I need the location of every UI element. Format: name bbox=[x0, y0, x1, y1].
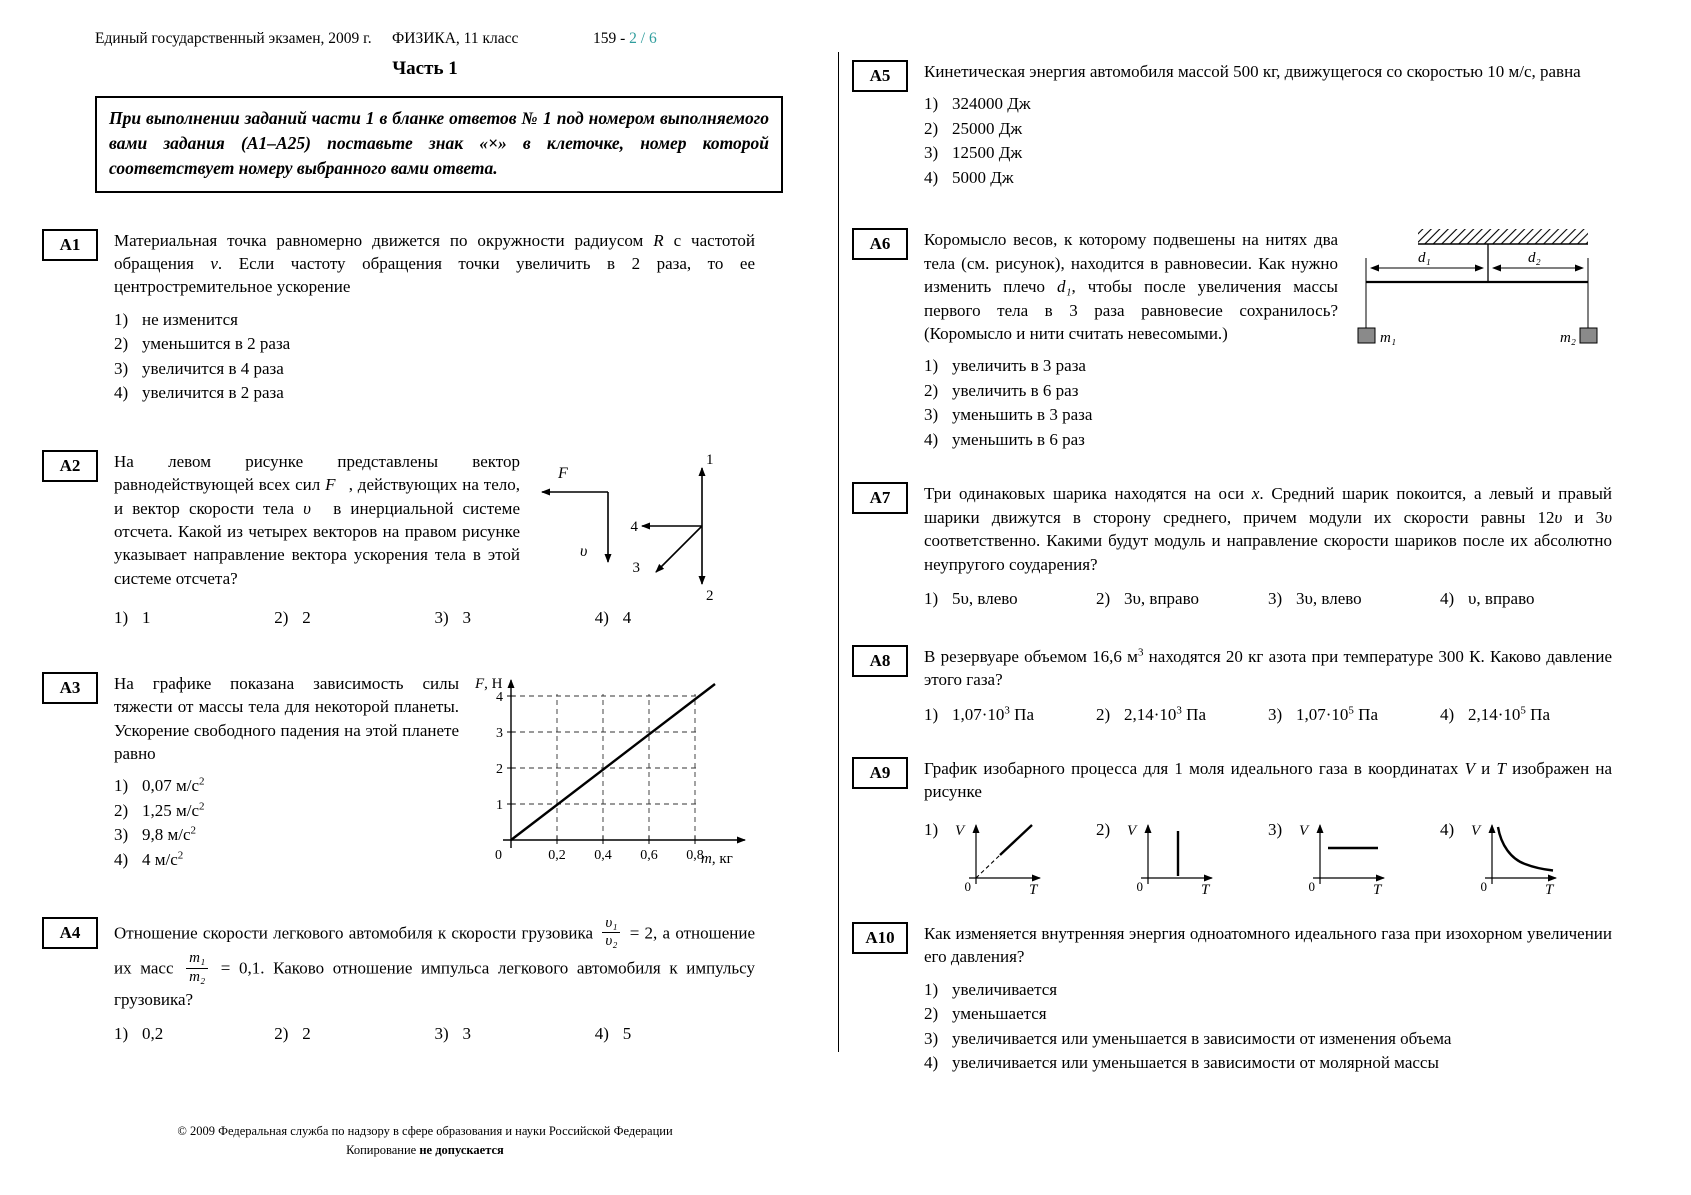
t-axis-label: T bbox=[1029, 881, 1038, 896]
question-a5-text: Кинетическая энергия автомобиля массой 500 кг, движущегося со скоростью 10 м/с, равна bbox=[924, 62, 1581, 81]
header-subject: ФИЗИКА, 11 класс bbox=[392, 30, 519, 47]
ceiling-hatch bbox=[1418, 229, 1588, 244]
fraction-m1-m2: $\frac{\text{m₁}}{\text{m₂}}$ bbox=[186, 950, 208, 986]
y-tick-2: 2 bbox=[496, 761, 503, 777]
option-a8-3: 3) $1,07\cdot 10^5$ Па bbox=[1268, 704, 1378, 724]
x-axis-label: m, кг bbox=[701, 850, 733, 867]
option-a4-4: 4) 5 bbox=[594, 1024, 632, 1044]
option-a4-1: 1) 0,2 bbox=[114, 1024, 164, 1044]
origin-label: 0 bbox=[964, 878, 971, 894]
question-a4-body bbox=[114, 914, 756, 1045]
question-a1 bbox=[42, 229, 755, 406]
a9-graph-1-figure bbox=[952, 818, 1044, 896]
option-a1-1: 1) не изменится bbox=[114, 309, 238, 329]
footer-copyright: © 2009 Федеральная служба по надзору в сфере образования и науки Российской Федерации bbox=[177, 1124, 673, 1138]
question-a3-label: А3 bbox=[42, 672, 98, 704]
a3-force-mass-graph bbox=[469, 668, 754, 880]
question-a5-body bbox=[924, 60, 1612, 190]
question-a7-label: А7 bbox=[852, 482, 908, 514]
header-exam-title: Единый государственный экзамен, 2009 г. bbox=[95, 30, 372, 47]
a9-graph-2: 2) V T 0 bbox=[1096, 818, 1268, 896]
mass-m2-label: m₂ bbox=[1559, 330, 1576, 347]
question-a2-options bbox=[114, 608, 755, 628]
origin-label: 0 bbox=[1136, 878, 1143, 894]
a9-graph-4: 4) V T 0 bbox=[1440, 818, 1612, 896]
question-a1-label: А1 bbox=[42, 229, 98, 261]
a6-balance-figure bbox=[1350, 224, 1612, 366]
question-a4 bbox=[42, 914, 756, 1045]
question-a5-options bbox=[924, 92, 1612, 190]
question-a9-label: А9 bbox=[852, 757, 908, 789]
vector-2-label: 2 bbox=[706, 587, 714, 604]
instruction-box: При выполнении заданий части 1 в бланке ответов № 1 под номером выполняемого вами задания (А1–А25) поставьте знак «×» в клеточке, номер которой соответствует номеру выбранного вами ответа. bbox=[95, 96, 783, 193]
header-page-teal: 2 / 6 bbox=[629, 30, 657, 47]
option-a1-2: 2) уменьшится в 2 раза bbox=[114, 334, 291, 354]
t-axis-label: T bbox=[1545, 881, 1554, 896]
question-a9-graphs bbox=[924, 818, 1612, 896]
x-tick-3: 0,6 bbox=[640, 847, 658, 863]
fraction-v1-v2: $\frac{\text{υ₁}}{\text{υ₂}}$ bbox=[602, 915, 620, 951]
option-a10-3: 3) увеличивается или уменьшается в зависимости от изменения объема bbox=[924, 1028, 1452, 1048]
option-a5-4: 4) 5000 Дж bbox=[924, 167, 1014, 187]
option-a2-1: 1) 1 bbox=[114, 607, 151, 627]
question-a4-label: А4 bbox=[42, 917, 98, 949]
a9-graph-3-figure bbox=[1296, 818, 1388, 896]
option-a4-3: 3) 3 bbox=[434, 1024, 471, 1044]
question-a7-body bbox=[924, 482, 1612, 609]
question-a5-label: А5 bbox=[852, 60, 908, 92]
question-a6-text: Коромысло весов, к которому подвешены на нитях два тела (см. рисунок), находится в равновесии. Как нужно изменить плечо d₁, чтобы после увеличения массы первого тела в 3 раза равновесие сохранилось? (Коромысло и нити считать невесомыми.) bbox=[924, 230, 1338, 344]
option-a5-1: 1) 324000 Дж bbox=[924, 94, 1031, 114]
question-a8-label: А8 bbox=[852, 645, 908, 677]
page-header bbox=[95, 30, 815, 48]
option-a8-4: 4) $2,14\cdot 10^5$ Па bbox=[1440, 704, 1550, 724]
question-a9-body bbox=[924, 757, 1612, 896]
a9-graph-1: 1) V T 0 bbox=[924, 818, 1096, 896]
option-a6-3: 3) уменьшить в 3 раза bbox=[924, 405, 1093, 425]
vector-4-label: 4 bbox=[630, 518, 638, 535]
page-footer bbox=[95, 1122, 755, 1161]
option-a6-2: 2) увеличить в 6 раз bbox=[924, 380, 1079, 400]
force-vector-label: F⃗ bbox=[558, 464, 581, 482]
option-a5-3: 3) 12500 Дж bbox=[924, 143, 1023, 163]
question-a2 bbox=[42, 450, 755, 628]
option-a1-4: 4) увеличится в 2 раза bbox=[114, 383, 284, 403]
question-a1-text: Материальная точка равномерно движется по окружности радиусом R с частотой обращения ν. Если частоту обращения точки увеличить в 2 раза, то ее центростремительное ускорение bbox=[114, 230, 755, 297]
v-axis-label: V bbox=[1471, 822, 1481, 839]
option-a1-3: 3) увеличится в 4 раза bbox=[114, 358, 284, 378]
origin-label: 0 bbox=[495, 847, 502, 863]
x-tick-1: 0,2 bbox=[548, 847, 566, 863]
question-a3-options bbox=[114, 774, 459, 872]
question-a8-text: В резервуаре объемом 16,6 $м^3$ находятся 20 кг азота при температуре 300 К. Каково давление этого газа? bbox=[924, 646, 1613, 690]
y-tick-3: 3 bbox=[496, 725, 503, 741]
option-a7-4: 4) υ, вправо bbox=[1440, 589, 1535, 609]
question-a9-text: График изобарного процесса для 1 моля идеального газа в координатах V и T изображен на рисунке bbox=[924, 758, 1612, 802]
question-a7 bbox=[852, 482, 1612, 609]
option-a2-3: 3) 3 bbox=[434, 607, 471, 627]
vector-3-label: 3 bbox=[632, 559, 640, 576]
question-a6-body bbox=[924, 228, 1612, 452]
question-a8-options bbox=[924, 705, 1612, 725]
t-axis-label: T bbox=[1201, 881, 1210, 896]
header-code: 159 - bbox=[593, 30, 626, 47]
header-page-number bbox=[593, 30, 657, 48]
v-axis-label: V bbox=[1127, 822, 1137, 839]
option-a6-1: 1) увеличить в 3 раза bbox=[924, 356, 1086, 376]
question-a5 bbox=[852, 60, 1612, 190]
v-axis-label: V bbox=[955, 822, 965, 839]
part-title: Часть 1 bbox=[392, 58, 458, 79]
y-axis-label: F, Н bbox=[475, 675, 503, 692]
x-tick-4: 0,8 bbox=[686, 847, 704, 863]
question-a1-body bbox=[114, 229, 755, 406]
arm-d1-label: d₁ bbox=[1418, 250, 1431, 267]
option-a3-4: 4) 4 $м/с^2$ bbox=[114, 849, 184, 869]
question-a7-text: Три одинаковых шарика находятся на оси x. Средний шарик покоится, а левый и правый шарики движутся в сторону среднего, причем модули их скорости равны 12υ и 3υ соответственно. Какими будут модуль и направление скорости шариков после их абсолютно неупругого соударения? bbox=[924, 484, 1612, 574]
option-a5-2: 2) 25000 Дж bbox=[924, 118, 1023, 138]
question-a10 bbox=[852, 922, 1612, 1076]
question-a10-label: А10 bbox=[852, 922, 908, 954]
option-a4-2: 2) 2 bbox=[274, 1024, 311, 1044]
option-a2-2: 2) 2 bbox=[274, 607, 311, 627]
right-column bbox=[852, 52, 1612, 1076]
option-a8-2: 2) $2,14\cdot 10^3$ Па bbox=[1096, 704, 1206, 724]
mass-m1 bbox=[1358, 328, 1375, 343]
question-a1-options bbox=[114, 308, 755, 406]
a9-graph-2-figure bbox=[1124, 818, 1216, 896]
question-a3-body bbox=[114, 672, 755, 885]
origin-label: 0 bbox=[1480, 878, 1487, 894]
vector-1-label: 1 bbox=[706, 451, 714, 468]
footer-notice: Копирование не допускается bbox=[346, 1143, 504, 1158]
option-a7-2: 2) 3υ, вправо bbox=[1096, 589, 1199, 609]
option-a10-2: 2) уменьшается bbox=[924, 1004, 1047, 1024]
option-a7-1: 1) 5υ, влево bbox=[924, 589, 1018, 609]
mass-m1-label: m₁ bbox=[1380, 330, 1397, 347]
question-a3 bbox=[42, 672, 755, 885]
question-a8-body bbox=[924, 645, 1612, 725]
question-a7-options bbox=[924, 589, 1612, 609]
arm-d2-label: d₂ bbox=[1528, 250, 1541, 267]
question-a6-options bbox=[924, 354, 1612, 452]
option-a8-1: 1) $1,07\cdot 10^3$ Па bbox=[924, 704, 1034, 724]
a9-graph-4-figure bbox=[1468, 818, 1560, 896]
v-axis-label: V bbox=[1299, 822, 1309, 839]
option-a10-4: 4) увеличивается или уменьшается в зависимости от молярной массы bbox=[924, 1053, 1439, 1073]
question-a10-body bbox=[924, 922, 1612, 1076]
mass-m2 bbox=[1580, 328, 1597, 343]
question-a10-options bbox=[924, 978, 1612, 1076]
a2-vectors-figure bbox=[530, 452, 755, 604]
option-a10-1: 1) увеличивается bbox=[924, 979, 1058, 999]
option-a2-4: 4) 4 bbox=[594, 607, 632, 627]
question-a6-label: А6 bbox=[852, 228, 908, 260]
question-a6 bbox=[852, 228, 1612, 452]
t-axis-label: T bbox=[1373, 881, 1382, 896]
a9-graph-3: 3) V T 0 bbox=[1268, 818, 1440, 896]
question-a3-text: На графике показана зависимость силы тяжести от массы тела для некоторой планеты. Ускорение свободного падения на этой планете равно bbox=[114, 673, 459, 763]
question-a9 bbox=[852, 757, 1612, 896]
question-a4-text: Отношение скорости легкового автомобиля к скорости грузовика $\frac{\text{υ₁}}{\text{υ₂}}$ = 2, а отношение их масс $\frac{\text{m₁}}{\text{m₂}}$ = 0,1. Каково отношение импульса легкового автомобиля к импульсу грузовика? bbox=[114, 914, 756, 1009]
option-a3-2: 2) 1,25 $м/с^2$ bbox=[114, 800, 205, 820]
question-a2-body bbox=[114, 450, 755, 628]
question-a2-text: На левом рисунке представлены вектор равнодействующей всех сил F⃗, действующих на тело, и вектор скорости тела υ⃗ в инерциальной системе отсчета. Какой из четырех векторов на правом рисунке указывает направление вектора ускорения тела в этой системе отсчета? bbox=[114, 451, 520, 588]
velocity-vector-label: υ⃗ bbox=[580, 542, 600, 560]
option-a7-3: 3) 3υ, влево bbox=[1268, 589, 1362, 609]
option-a6-4: 4) уменьшить в 6 раз bbox=[924, 429, 1085, 449]
left-column bbox=[42, 58, 769, 1044]
question-a10-text: Как изменяется внутренняя энергия одноатомного идеального газа при изохорном увеличении его давления? bbox=[924, 923, 1612, 967]
option-a3-3: 3) 9,8 $м/с^2$ bbox=[114, 824, 197, 845]
option-a3-1: 1) 0,07 $м/с^2$ bbox=[114, 775, 205, 796]
question-a8 bbox=[852, 645, 1612, 725]
x-tick-2: 0,4 bbox=[594, 847, 612, 863]
question-a4-options bbox=[114, 1024, 755, 1044]
origin-label: 0 bbox=[1308, 878, 1315, 894]
column-divider bbox=[838, 52, 839, 1052]
y-tick-4: 4 bbox=[496, 689, 503, 705]
question-a2-label: А2 bbox=[42, 450, 98, 482]
y-tick-1: 1 bbox=[496, 797, 503, 813]
